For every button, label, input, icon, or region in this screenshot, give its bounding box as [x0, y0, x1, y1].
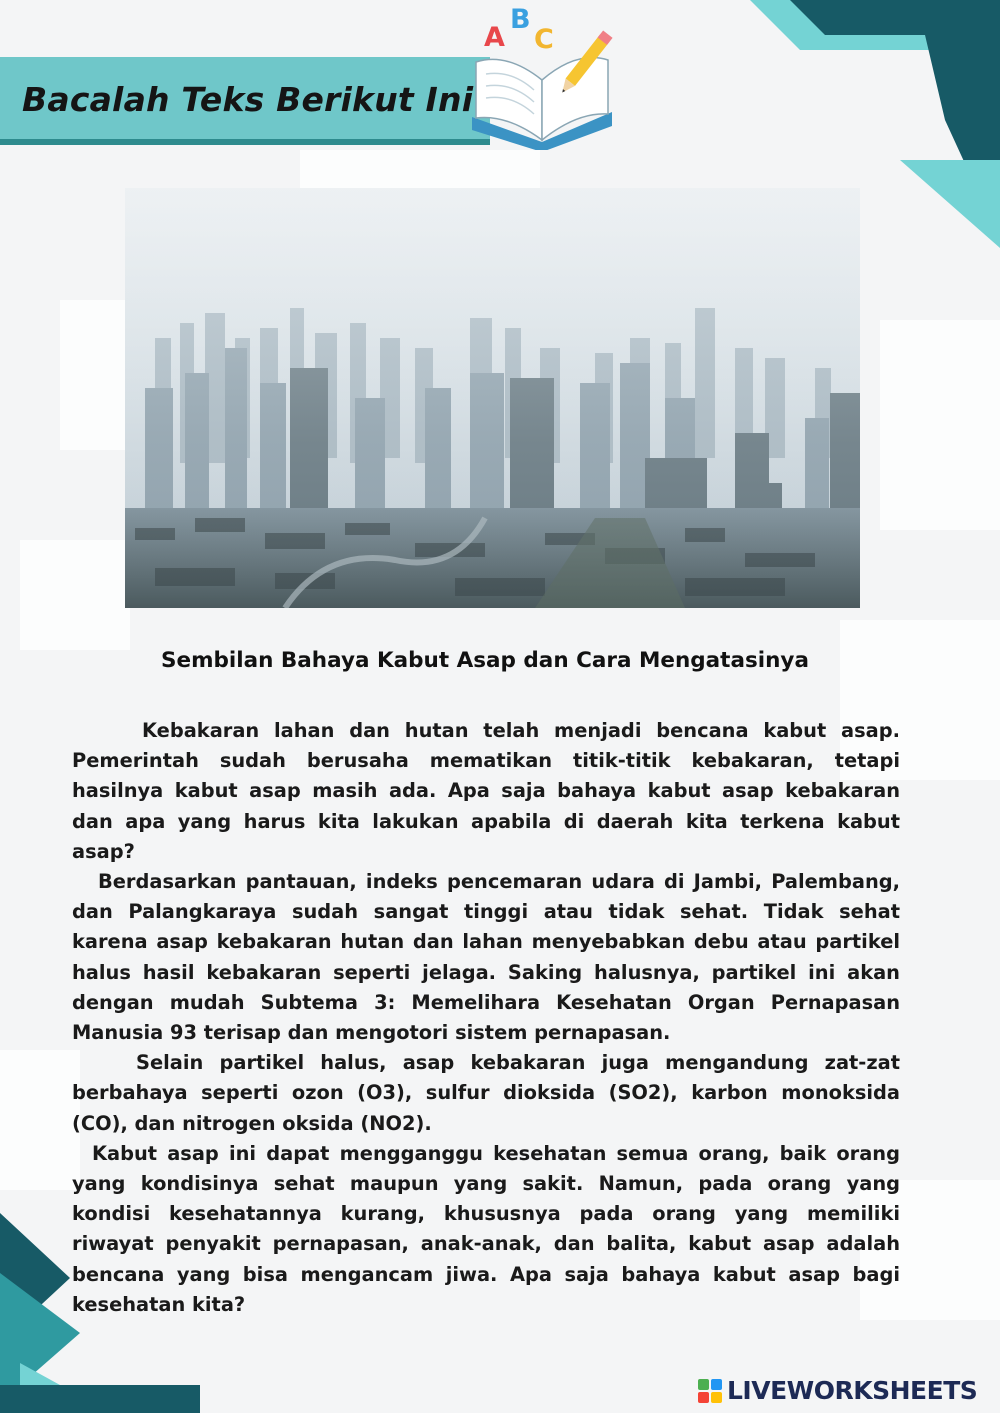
brand-name: LIVEWORKSHEETS: [727, 1376, 978, 1405]
article-paragraph: Berdasarkan pantauan, indeks pencemaran udara di Jambi, Palembang, dan Palangkaraya sudah sangat tinggi atau tidak sehat. Tidak sehat karena asap kebakaran hutan dan lahan menyebabkan debu atau partikel halus hasil kebakaran seperti jelaga. Saking halusnya, partikel ini akan dengan mudah Subtema 3: Memelihara Kesehatan Organ Pernapasan Manusia 93 terisap dan mengotori sistem pernapasan.: [72, 870, 900, 1045]
liveworksheets-logo[interactable]: [698, 1376, 977, 1405]
article-paragraph: Kabut asap ini dapat mengganggu kesehatan semua orang, baik orang yang kondisinya sehat maupun yang sakit. Namun, pada orang yang kondisi kesehatannya kurang, khususnya pada orang yang memiliki riwayat penyakit pernapasan, anak-anak, dan balita, kabut asap adalah bencana yang bisa mengancam jiwa. Apa saja bahaya kabut asap bagi kesehatan kita?: [72, 1141, 900, 1316]
background-square: [880, 320, 1000, 530]
article-paragraph: Kebakaran lahan dan hutan telah menjadi bencana kabut asap. Pemerintah sudah berusaha mematikan titik-titik kebakaran, tetapi hasilnya kabut asap masih ada. Apa saja bahaya kabut asap kebakaran dan apa yang harus kita lakukan apabila di daerah kita terkena kabut asap?: [72, 719, 900, 863]
hazy-city-skyline-photo: [125, 188, 860, 608]
logo-tile: [711, 1379, 722, 1390]
abc-book-pencil-icon: [462, 2, 624, 150]
article-paragraph: Selain partikel halus, asap kebakaran juga mengandung zat-zat berbahaya seperti ozon (O3), sulfur dioksida (SO2), karbon monoksida (CO), dan nitrogen oksida (NO2).: [72, 1051, 900, 1135]
logo-tile: [698, 1379, 709, 1390]
letter-b: B: [510, 4, 531, 35]
logo-grid-icon: [698, 1379, 722, 1403]
background-square: [20, 540, 130, 650]
logo-tile: [711, 1392, 722, 1403]
logo-tile: [698, 1392, 709, 1403]
article-body: [72, 716, 900, 1320]
letter-a: A: [484, 22, 505, 53]
article-title: Sembilan Bahaya Kabut Asap dan Cara Mengatasinya: [161, 648, 809, 673]
background-square: [0, 1050, 80, 1190]
banner-title: Bacalah Teks Berikut Ini: [22, 80, 474, 119]
letter-c: C: [534, 24, 554, 55]
